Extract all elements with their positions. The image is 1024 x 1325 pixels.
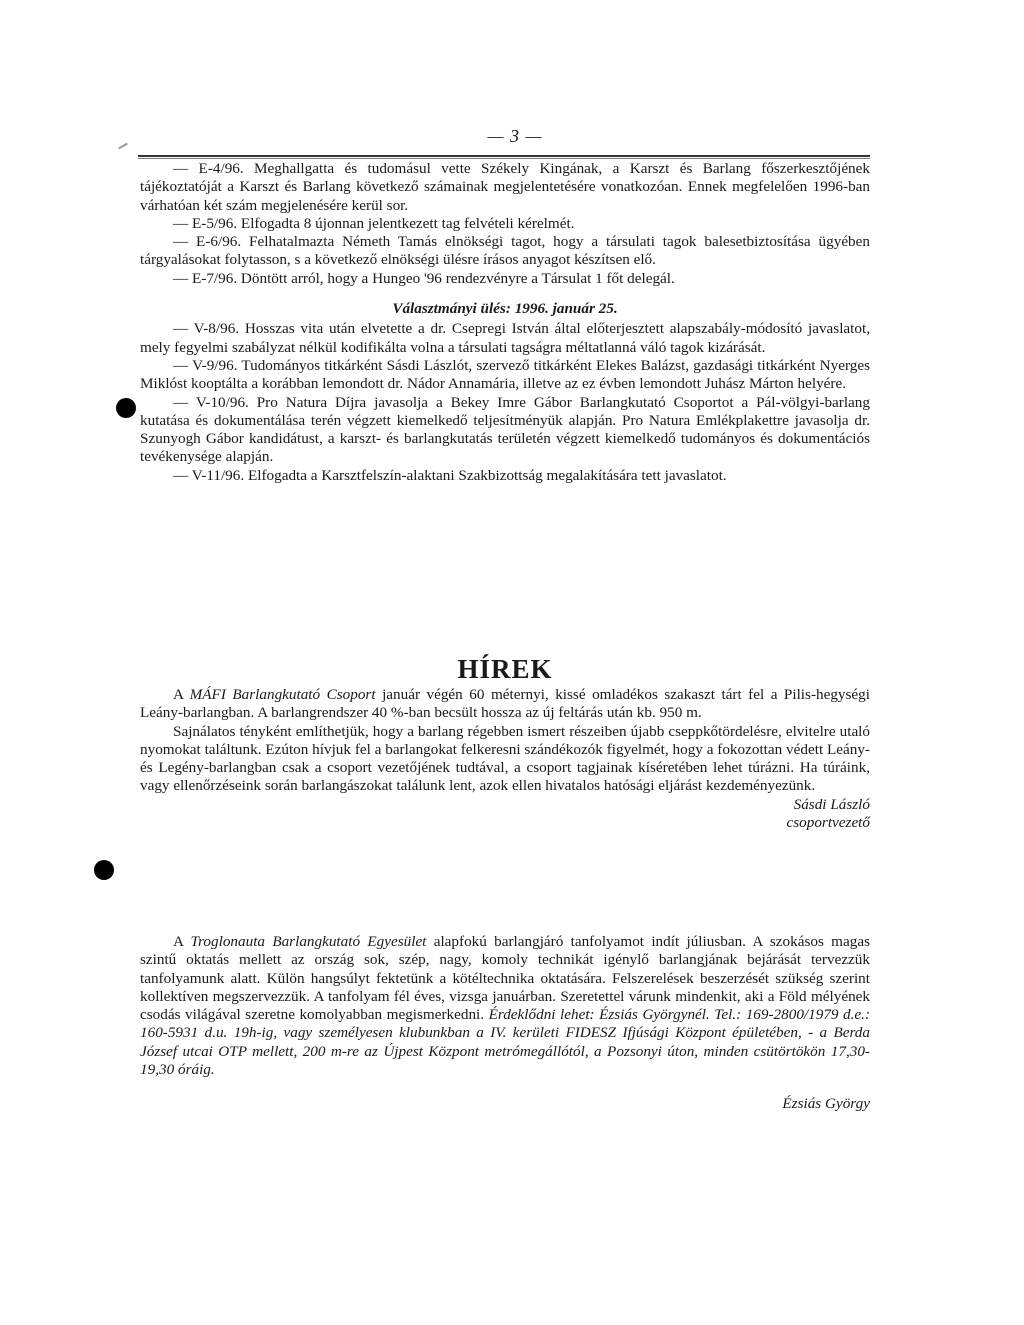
resolution-e7: — E-7/96. Döntött arról, hogy a Hungeo '96 rendezvényre a Társulat 1 főt delegál. bbox=[173, 269, 675, 287]
resolution-e5: — E-5/96. Elfogadta 8 újonnan jelentkezett tag felvételi kérelmét. bbox=[173, 214, 575, 232]
punch-hole bbox=[94, 860, 114, 880]
signature-title: csoportvezető bbox=[786, 814, 870, 832]
resolution-v8: — V-8/96. Hosszas vita után elvetette a dr. Csepregi István által előterjesztett alapszabály-módosító javaslatot, mely fegyelmi szabályzat nélkül kodifikálta volna a társulati tagságra méltatlanná váló tagok kizárását. bbox=[140, 320, 870, 356]
scan-mark bbox=[118, 143, 128, 150]
contact-info: Érdeklődni lehet: Ézsiás Györgynél. Tel.: 169-2800/1979 d.e.: 160-5931 d.u. 19h-ig, vagy személyesen klubunkban a IV. kerületi FIDESZ Ifjúsági Központ épületében, - a Berda József utcai OTP mellett, 200 m-re az Újpest Központ metrómegállótól, a Pozsonyi úton, minden csütörtökön 17,30-19,30 óráig. bbox=[140, 1006, 871, 1079]
resolution-e6: — E-6/96. Felhatalmazta Németh Tamás elnökségi tagot, hogy a társulati tagok balesetbiztosítása ügyében tárgyalásokat folytasson, s a következő elnökségi ülésre írásos anyagot készítsen elő. bbox=[140, 233, 870, 269]
org-name: MÁFI Barlangkutató Csoport bbox=[189, 686, 376, 703]
news-troglonauta bbox=[140, 933, 870, 1114]
page-number: — 3 — bbox=[487, 126, 543, 146]
signature-name: Ézsiás György bbox=[782, 1095, 870, 1113]
news-troglonauta-paragraph: A Troglonauta Barlangkutató Egyesület alapfokú barlangjáró tanfolyamot indít júliusban. A szokásos magas szintű oktatás mellett az ország sok, szép, nagy, komoly technikát igénylő barlangjának bejárását tervezzük tanfolyamunk alatt. Külön hangsúlyt fektetünk a kötéltechnika oktatására. Felszerelések beszerzését szükség szerint kollektíven megszervezzük. A tanfolyam fél éves, vizsga januárban. Szeretettel várunk mindenkit, aki a Föld mélyének csodás világával szeretne komolyabban megismerkedni. Érdeklődni lehet: Ézsiás Györgynél. Tel.: 169-2800/1979 d.e.: 160-5931 d.u. 19h-ig, vagy személyesen klubunkban a IV. kerületi FIDESZ Ifjúsági Központ épületében, - a Berda József utcai OTP mellett, 200 m-re az Újpest Központ metrómegállótól, a Pozsonyi úton, minden csütörtökön 17,30-19,30 óráig. bbox=[140, 933, 871, 1079]
subheading-valasztmanyi: Választmányi ülés: 1996. január 25. bbox=[392, 300, 618, 318]
resolution-e4: — E-4/96. Meghallgatta és tudomásul vette Székely Kingának, a Karszt és Barlang főszerkesztőjének tájékoztatóját a Karszt és Barlang következő számainak megjelentetésére vonatkozóan. Ennek megfelelően 1996-ban várhatóan két szám megjelenésére kerül sor. bbox=[140, 160, 870, 214]
news-mafi-paragraph-1: A MÁFI Barlangkutató Csoport január végén 60 méternyi, kissé omladékos szakaszt tárt fel a Pilis-hegységi Leány-barlangban. A barlangrendszer 40 %-ban becsült hossza az új feltárás után kb. 950 m. bbox=[140, 686, 870, 722]
news-heading: HÍREK bbox=[457, 654, 553, 684]
news-mafi bbox=[140, 686, 870, 832]
header-rule bbox=[138, 155, 870, 157]
news-mafi-paragraph-2: Sajnálatos tényként említhetjük, hogy a barlang régebben ismert részeiben újabb cseppkőtördelésre, elvitelre utaló nyomokat találtunk. Ezúton hívjuk fel a barlangokat felkeresni szándékozók figyelmét, hogy a fokozottan védett Leány- és Legény-barlangban csak a csoport vezetőjének tudtával, a csoport tagjainak kíséretében lehet túrázni. Ha túráink, vagy ellenőrzéseink során barlangászokat találunk lent, azok ellen hivatalos hatósági eljárást kezdeményezünk. bbox=[140, 722, 870, 795]
punch-hole bbox=[116, 398, 136, 418]
header-rule-thin bbox=[138, 158, 870, 159]
resolution-v11: — V-11/96. Elfogadta a Karsztfelszín-alaktani Szakbizottság megalakítására tett javaslatot. bbox=[173, 466, 727, 484]
resolution-v10: — V-10/96. Pro Natura Díjra javasolja a Bekey Imre Gábor Barlangkutató Csoportot a Pál-völgyi-barlang kutatása és dokumentálása terén végzett kiemelkedő teljesítményük alapján. Pro Natura Emlékplakettre javasolja dr. Szunyogh Gábor kandidátust, a karszt- és barlangkutatás területén végzett kiemelkedő tudományos és dokumentációs tevékenysége alapján. bbox=[140, 393, 870, 466]
minutes-section bbox=[140, 160, 870, 485]
signature-name: Sásdi László bbox=[793, 795, 870, 813]
org-name: Troglonauta Barlangkutató Egyesület bbox=[190, 933, 427, 950]
resolution-v9: — V-9/96. Tudományos titkárként Sásdi Lászlót, szervező titkárként Elekes Balázst, gazdasági titkárként Nyerges Miklóst kooptálta a korábban lemondott dr. Nádor Annamária, illetve az ez évben lemondott Juhász Márton helyére. bbox=[140, 356, 870, 393]
